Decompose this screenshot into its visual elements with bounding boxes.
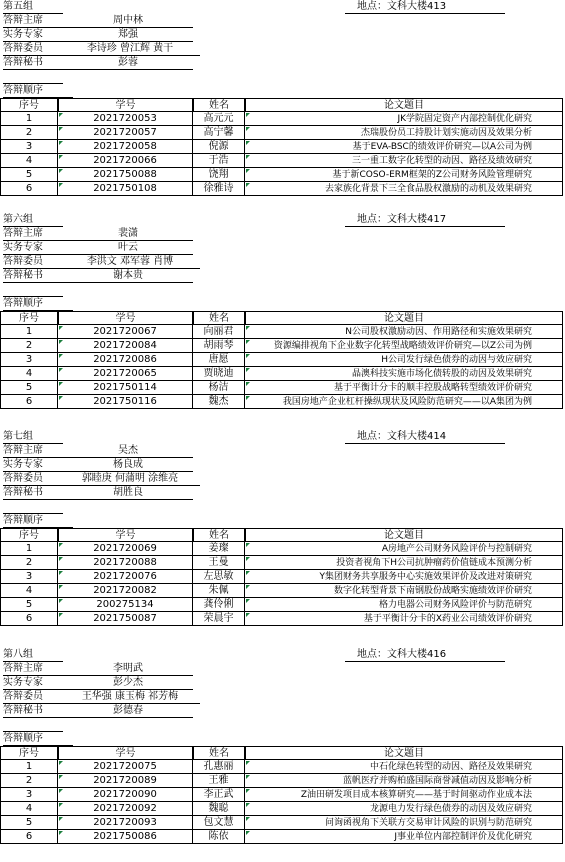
table-row	[0, 760, 565, 774]
table-header-row	[0, 311, 565, 325]
order-label[interactable]: 答辩顺序	[3, 84, 73, 98]
secretary-label[interactable]: 答辩秘书	[3, 56, 63, 70]
expert-name[interactable]: 杨良成	[63, 458, 193, 472]
spacer-cell	[3, 70, 63, 84]
col-header-title[interactable]: 论文题目	[245, 746, 563, 760]
group-name[interactable]: 第六组	[3, 213, 63, 227]
table-row	[0, 112, 565, 126]
members-label[interactable]: 答辩委员	[3, 690, 63, 704]
group-header-row	[0, 648, 565, 662]
row-thesis-title[interactable]: 投资者视角下H公司抗肿瘤药价值链成本预测分析	[245, 556, 563, 570]
group-name[interactable]: 第七组	[3, 430, 63, 444]
row-student-id[interactable]: 2021720093	[58, 816, 193, 830]
row-student-name[interactable]: 李正武	[193, 788, 245, 802]
table-header-row	[0, 746, 565, 760]
expert-label[interactable]: 实务专家	[3, 458, 63, 472]
row-student-id[interactable]: 2021720058	[58, 140, 193, 154]
table-row	[0, 542, 565, 556]
row-student-id[interactable]: 2021720075	[58, 760, 193, 774]
row-thesis-title[interactable]: 我国房地产企业杠杆操纵现状及风险防范研究——以A集团为例	[245, 395, 563, 409]
chair-name[interactable]: 周中林	[63, 14, 193, 28]
row-student-name[interactable]: 于浩	[193, 154, 245, 168]
col-header-name[interactable]: 姓名	[193, 98, 245, 112]
members-names[interactable]: 李诗珍 曾江辉 黄干	[60, 42, 200, 56]
row-thesis-title[interactable]: H公司发行绿色债券的动因与效应研究	[245, 353, 563, 367]
spacer-cell	[3, 283, 63, 297]
row-student-name[interactable]: 贾晓迪	[193, 367, 245, 381]
row-seq[interactable]: 3	[0, 788, 58, 802]
row-seq[interactable]: 3	[0, 353, 58, 367]
row-student-name[interactable]: 高宁馨	[193, 126, 245, 140]
committee-row-expert	[0, 241, 565, 255]
spacer-cell	[3, 500, 63, 514]
row-seq[interactable]: 6	[0, 395, 58, 409]
row-student-id[interactable]: 2021720053	[58, 112, 193, 126]
members-label[interactable]: 答辩委员	[3, 255, 63, 269]
col-header-name[interactable]: 姓名	[193, 746, 245, 760]
committee-row-members	[0, 255, 565, 269]
chair-label[interactable]: 答辩主席	[3, 14, 63, 28]
row-student-id[interactable]: 2021720086	[58, 353, 193, 367]
table-row	[0, 612, 565, 626]
row-student-id[interactable]: 2021750088	[58, 168, 193, 182]
row-student-name[interactable]: 唐愿	[193, 353, 245, 367]
col-header-id[interactable]: 学号	[58, 98, 193, 112]
row-seq[interactable]: 4	[0, 802, 58, 816]
chair-name[interactable]: 吴杰	[63, 444, 193, 458]
table-row	[0, 570, 565, 584]
row-seq[interactable]: 5	[0, 598, 58, 612]
row-thesis-title[interactable]: JK学院固定资产内部控制优化研究	[245, 112, 563, 126]
col-header-seq[interactable]: 序号	[0, 746, 58, 760]
row-student-id[interactable]: 2021720057	[58, 126, 193, 140]
row-seq[interactable]: 1	[0, 112, 58, 126]
spacer-row	[0, 718, 565, 732]
secretary-label[interactable]: 答辩秘书	[3, 269, 63, 283]
table-row	[0, 816, 565, 830]
expert-label[interactable]: 实务专家	[3, 676, 63, 690]
row-student-name[interactable]: 王雅	[193, 774, 245, 788]
row-student-name[interactable]: 徐雅诗	[193, 182, 245, 196]
committee-row-secretary	[0, 486, 565, 500]
row-thesis-title[interactable]: J事业单位内部控制评价及优化研究	[245, 830, 563, 844]
committee-row-expert	[0, 676, 565, 690]
col-header-name[interactable]: 姓名	[193, 528, 245, 542]
committee-row-chair	[0, 227, 565, 241]
table-row	[0, 774, 565, 788]
order-label-row	[0, 732, 565, 746]
col-header-id[interactable]: 学号	[58, 528, 193, 542]
row-thesis-title[interactable]: 基于EVA-BSC的绩效评价研究—以A公司为例	[245, 140, 563, 154]
order-label-row	[0, 297, 565, 311]
secretary-name[interactable]: 彭蓉	[63, 56, 193, 70]
row-student-name[interactable]: 龚伶俐	[193, 598, 245, 612]
col-header-title[interactable]: 论文题目	[245, 98, 563, 112]
row-student-name[interactable]: 包文慧	[193, 816, 245, 830]
order-label-row	[0, 514, 565, 528]
row-thesis-title[interactable]: 问询函视角下关联方交易审计风险的识别与防范研究	[245, 816, 563, 830]
row-seq[interactable]: 2	[0, 126, 58, 140]
row-thesis-title[interactable]: Y集团财务共享服务中心实施效果评价及改进对策研究	[245, 570, 563, 584]
col-header-seq[interactable]: 序号	[0, 98, 58, 112]
row-seq[interactable]: 1	[0, 325, 58, 339]
row-student-id[interactable]: 2021720090	[58, 788, 193, 802]
row-student-id[interactable]: 2021720092	[58, 802, 193, 816]
row-thesis-title[interactable]: 基于平衡计分卡的顺丰控股战略转型绩效评价研究	[245, 381, 563, 395]
row-thesis-title[interactable]: 基于平衡计分卡的X药业公司绩效评价研究	[245, 612, 563, 626]
row-seq[interactable]: 2	[0, 774, 58, 788]
col-header-title[interactable]: 论文题目	[245, 311, 563, 325]
table-header-row	[0, 98, 565, 112]
expert-name[interactable]: 彭少杰	[63, 676, 193, 690]
spacer-row	[0, 283, 565, 297]
members-label[interactable]: 答辩委员	[3, 472, 63, 486]
row-student-id[interactable]: 2021720067	[58, 325, 193, 339]
table-row	[0, 788, 565, 802]
spacer-row	[0, 70, 565, 84]
group-location[interactable]: 地点：文科大楼414	[345, 430, 505, 444]
row-student-name[interactable]: 荣晨宇	[193, 612, 245, 626]
table-row	[0, 126, 565, 140]
table-row	[0, 381, 565, 395]
expert-label[interactable]: 实务专家	[3, 241, 63, 255]
row-student-id[interactable]: 2021720084	[58, 339, 193, 353]
row-thesis-title[interactable]: 龙源电力发行绿色债券的动因及效应研究	[245, 802, 563, 816]
chair-label[interactable]: 答辩主席	[3, 662, 63, 676]
row-student-id[interactable]: 2021720088	[58, 556, 193, 570]
order-label[interactable]: 答辩顺序	[3, 514, 73, 528]
group-location[interactable]: 地点：文科大楼416	[345, 648, 505, 662]
group-header-row	[0, 0, 565, 14]
row-student-id[interactable]: 2021720089	[58, 774, 193, 788]
table-row	[0, 325, 565, 339]
table-row	[0, 339, 565, 353]
members-label[interactable]: 答辩委员	[3, 42, 63, 56]
table-row	[0, 395, 565, 409]
table-row	[0, 584, 565, 598]
row-seq[interactable]: 5	[0, 816, 58, 830]
row-thesis-title[interactable]: 杰瑞股份员工持股计划实施动因及效果分析	[245, 126, 563, 140]
order-label[interactable]: 答辩顺序	[3, 732, 73, 746]
row-student-id[interactable]: 2021750087	[58, 612, 193, 626]
row-thesis-title[interactable]: 晶澳科技实施市场化债转股的动因及效果研究	[245, 367, 563, 381]
chair-label[interactable]: 答辩主席	[3, 444, 63, 458]
members-names[interactable]: 王华强 康玉梅 祁芳梅	[60, 690, 200, 704]
row-seq[interactable]: 4	[0, 367, 58, 381]
col-header-id[interactable]: 学号	[58, 311, 193, 325]
row-student-name[interactable]: 陈依	[193, 830, 245, 844]
col-header-id[interactable]: 学号	[58, 746, 193, 760]
row-thesis-title[interactable]: N公司股权激励动因、作用路径和实施效果研究	[245, 325, 563, 339]
row-seq[interactable]: 2	[0, 556, 58, 570]
secretary-name[interactable]: 彭德春	[63, 704, 193, 718]
col-header-name[interactable]: 姓名	[193, 311, 245, 325]
committee-row-chair	[0, 444, 565, 458]
col-header-seq[interactable]: 序号	[0, 528, 58, 542]
committee-row-expert	[0, 28, 565, 42]
expert-name[interactable]: 叶云	[63, 241, 193, 255]
spacer-cell	[3, 718, 63, 732]
group-header-row	[0, 430, 565, 444]
secretary-label[interactable]: 答辩秘书	[3, 486, 63, 500]
table-row	[0, 598, 565, 612]
row-student-id[interactable]: 2021720069	[58, 542, 193, 556]
row-student-name[interactable]: 王曼	[193, 556, 245, 570]
table-row	[0, 802, 565, 816]
table-row	[0, 154, 565, 168]
col-header-seq[interactable]: 序号	[0, 311, 58, 325]
order-label-row	[0, 84, 565, 98]
row-thesis-title[interactable]: 数字化转型背景下南钢股份战略实施绩效评价研究	[245, 584, 563, 598]
group-location[interactable]: 地点：文科大楼417	[345, 213, 505, 227]
spacer-row	[0, 500, 565, 514]
row-student-id[interactable]: 2021750114	[58, 381, 193, 395]
row-thesis-title[interactable]: 格力电器公司财务风险评价与防范研究	[245, 598, 563, 612]
row-thesis-title[interactable]: Z油田研发项目成本核算研究——基于时间驱动作业成本法	[245, 788, 563, 802]
row-seq[interactable]: 4	[0, 584, 58, 598]
row-student-name[interactable]: 高元元	[193, 112, 245, 126]
row-student-name[interactable]: 魏聪	[193, 802, 245, 816]
row-seq[interactable]: 5	[0, 381, 58, 395]
table-row	[0, 830, 565, 844]
table-header-row	[0, 528, 565, 542]
row-seq[interactable]: 2	[0, 339, 58, 353]
table-row	[0, 353, 565, 367]
committee-row-chair	[0, 662, 565, 676]
row-student-id[interactable]: 2021720065	[58, 367, 193, 381]
secretary-label[interactable]: 答辩秘书	[3, 704, 63, 718]
row-student-id[interactable]: 2021750086	[58, 830, 193, 844]
row-student-id[interactable]: 200275134	[58, 598, 193, 612]
row-seq[interactable]: 4	[0, 154, 58, 168]
row-student-name[interactable]: 朱佩	[193, 584, 245, 598]
row-seq[interactable]: 1	[0, 760, 58, 774]
group-location[interactable]: 地点：文科大楼413	[345, 0, 505, 14]
secretary-name[interactable]: 胡胜良	[63, 486, 193, 500]
table-row	[0, 556, 565, 570]
row-student-id[interactable]: 2021750116	[58, 395, 193, 409]
row-seq[interactable]: 5	[0, 168, 58, 182]
row-student-name[interactable]: 左思敏	[193, 570, 245, 584]
row-student-name[interactable]: 倪源	[193, 140, 245, 154]
col-header-title[interactable]: 论文题目	[245, 528, 563, 542]
chair-name[interactable]: 李明武	[63, 662, 193, 676]
secretary-name[interactable]: 谢本贵	[63, 269, 193, 283]
row-student-name[interactable]: 杨洁	[193, 381, 245, 395]
row-thesis-title[interactable]: 去家族化背景下三全食品股权激励的动机及效果研究	[245, 182, 563, 196]
row-student-id[interactable]: 2021750108	[58, 182, 193, 196]
committee-row-members	[0, 42, 565, 56]
chair-label[interactable]: 答辩主席	[3, 227, 63, 241]
row-seq[interactable]: 3	[0, 140, 58, 154]
group-header-row	[0, 213, 565, 227]
row-thesis-title[interactable]: 资源编排视角下企业数字化转型战略绩效评价研究—以Z公司为例	[245, 339, 563, 353]
members-names[interactable]: 李洪文 邓军蓉 肖博	[60, 255, 200, 269]
order-label[interactable]: 答辩顺序	[3, 297, 73, 311]
row-seq[interactable]: 1	[0, 542, 58, 556]
row-thesis-title[interactable]: 三一重工数字化转型的动因、路径及绩效研究	[245, 154, 563, 168]
row-student-name[interactable]: 孔惠丽	[193, 760, 245, 774]
committee-row-members	[0, 472, 565, 486]
row-student-name[interactable]: 魏杰	[193, 395, 245, 409]
members-names[interactable]: 郭睦庚 何蒲明 涂维亮	[60, 472, 200, 486]
row-student-id[interactable]: 2021720066	[58, 154, 193, 168]
row-student-name[interactable]: 饶翔	[193, 168, 245, 182]
row-seq[interactable]: 3	[0, 570, 58, 584]
committee-row-secretary	[0, 704, 565, 718]
table-row	[0, 140, 565, 154]
row-student-id[interactable]: 2021720076	[58, 570, 193, 584]
committee-row-chair	[0, 14, 565, 28]
table-row	[0, 367, 565, 381]
committee-row-secretary	[0, 56, 565, 70]
row-student-name[interactable]: 向丽君	[193, 325, 245, 339]
group-name[interactable]: 第五组	[3, 0, 63, 14]
row-thesis-title[interactable]: 蓝帆医疗并购柏盛国际商誉减值动因及影响分析	[245, 774, 563, 788]
row-student-id[interactable]: 2021720082	[58, 584, 193, 598]
expert-label[interactable]: 实务专家	[3, 28, 63, 42]
row-seq[interactable]: 6	[0, 830, 58, 844]
row-thesis-title[interactable]: A房地产公司财务风险评价与控制研究	[245, 542, 563, 556]
table-row	[0, 182, 565, 196]
group-name[interactable]: 第八组	[3, 648, 63, 662]
expert-name[interactable]: 郑强	[63, 28, 193, 42]
row-seq[interactable]: 6	[0, 612, 58, 626]
row-student-name[interactable]: 姜璨	[193, 542, 245, 556]
committee-row-secretary	[0, 269, 565, 283]
row-thesis-title[interactable]: 基于新COSO-ERM框架的Z公司财务风险管理研究	[245, 168, 563, 182]
row-student-name[interactable]: 胡雨琴	[193, 339, 245, 353]
chair-name[interactable]: 裴潇	[63, 227, 193, 241]
row-seq[interactable]: 6	[0, 182, 58, 196]
table-row	[0, 168, 565, 182]
committee-row-expert	[0, 458, 565, 472]
row-thesis-title[interactable]: 中石化绿色转型的动因、路径及效果研究	[245, 760, 563, 774]
committee-row-members	[0, 690, 565, 704]
